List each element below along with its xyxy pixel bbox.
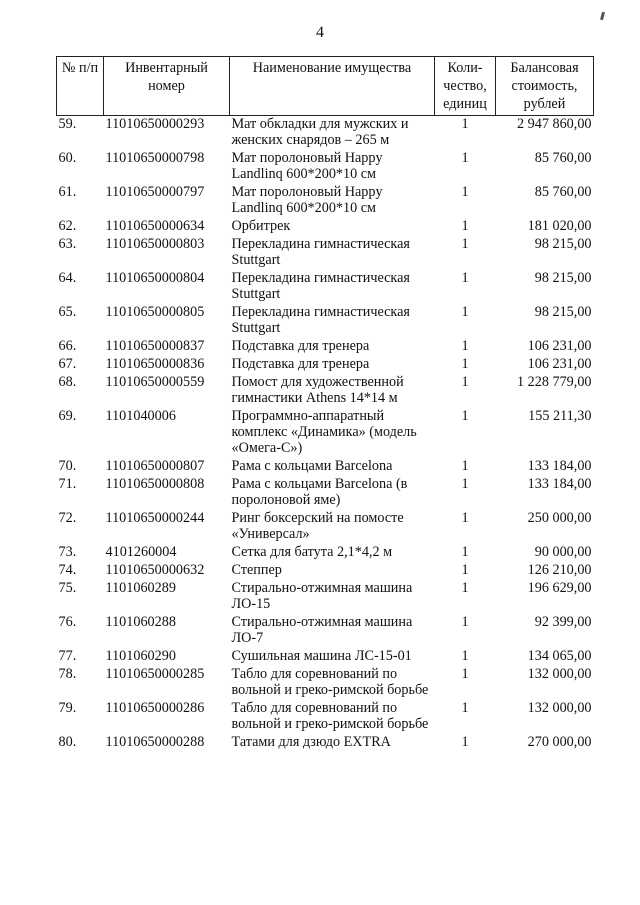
- inventory-table: [56, 56, 594, 752]
- inventory-number: 11010650000286: [105, 700, 205, 716]
- balance-cost: 132 000,00: [527, 700, 592, 716]
- property-name: Табло для соревнований по вольной и греко-римской борьбе: [231, 700, 429, 732]
- row-number: 68.: [58, 374, 77, 390]
- balance-cost: 270 000,00: [527, 734, 592, 750]
- balance-cost: 98 215,00: [534, 304, 592, 320]
- quantity: 1: [461, 218, 469, 234]
- inventory-number: 11010650000807: [105, 458, 205, 474]
- balance-cost: 98 215,00: [534, 270, 592, 286]
- balance-cost: 155 211,30: [528, 408, 592, 424]
- row-number: 67.: [58, 356, 77, 372]
- inventory-number: 11010650000293: [105, 116, 205, 132]
- table-row: [57, 458, 594, 476]
- quantity: 1: [461, 458, 469, 474]
- row-number: 80.: [58, 734, 77, 750]
- balance-cost: 85 760,00: [534, 150, 592, 166]
- inventory-number: 11010650000285: [105, 666, 205, 682]
- table-row: [57, 408, 594, 458]
- quantity: 1: [461, 510, 469, 526]
- property-name: Ринг боксерский на помосте «Универсал»: [231, 510, 404, 542]
- inventory-number: 1101060289: [105, 580, 176, 596]
- balance-cost: 92 399,00: [534, 614, 592, 630]
- property-name: Мат поролоновый Happy Landlinq 600*200*10 см: [231, 184, 383, 216]
- table-row: [57, 648, 594, 666]
- quantity: 1: [461, 648, 469, 664]
- inventory-number: 11010650000798: [105, 150, 205, 166]
- inventory-number: 1101040006: [105, 408, 176, 424]
- table-row: [57, 510, 594, 544]
- table-row: [57, 218, 594, 236]
- row-number: 60.: [58, 150, 77, 166]
- balance-cost: 196 629,00: [527, 580, 592, 596]
- property-name: Татами для дзюдо EXTRA: [231, 734, 391, 750]
- property-name: Рама с кольцами Barcelona (в поролоновой яме): [231, 476, 408, 508]
- header-inventory-number: Инвентарный номер: [104, 57, 230, 116]
- property-name: Помост для художественной гимнастики Athens 14*14 м: [231, 374, 404, 406]
- inventory-number: 11010650000797: [105, 184, 205, 200]
- table-row: [57, 544, 594, 562]
- inventory-number: 4101260004: [105, 544, 177, 560]
- row-number: 61.: [58, 184, 77, 200]
- property-name: Степпер: [231, 562, 282, 578]
- balance-cost: 106 231,00: [527, 338, 592, 354]
- table-row: [57, 562, 594, 580]
- quantity: 1: [461, 338, 469, 354]
- row-number: 62.: [58, 218, 77, 234]
- quantity: 1: [461, 476, 469, 492]
- scan-mark: [600, 12, 605, 21]
- row-number: 74.: [58, 562, 77, 578]
- quantity: 1: [461, 544, 469, 560]
- quantity: 1: [461, 734, 469, 750]
- property-name: Подставка для тренера: [231, 338, 370, 354]
- table-row: [57, 580, 594, 614]
- inventory-number: 11010650000244: [105, 510, 205, 526]
- balance-cost: 90 000,00: [534, 544, 592, 560]
- property-name: Программно-аппаратный комплекс «Динамика» (модель «Омега-С»): [231, 408, 417, 456]
- balance-cost: 181 020,00: [527, 218, 592, 234]
- balance-cost: 133 184,00: [527, 476, 592, 492]
- quantity: 1: [461, 700, 469, 716]
- row-number: 76.: [58, 614, 77, 630]
- inventory-number: 11010650000559: [105, 374, 205, 390]
- row-number: 75.: [58, 580, 77, 596]
- quantity: 1: [461, 408, 469, 424]
- property-name: Перекладина гимнастическая Stuttgart: [231, 304, 410, 336]
- balance-cost: 2 947 860,00: [517, 116, 592, 132]
- row-number: 66.: [58, 338, 77, 354]
- property-name: Перекладина гимнастическая Stuttgart: [231, 270, 410, 302]
- row-number: 65.: [58, 304, 77, 320]
- header-num: № п/п: [57, 57, 104, 116]
- row-number: 69.: [58, 408, 77, 424]
- balance-cost: 106 231,00: [527, 356, 592, 372]
- quantity: 1: [461, 184, 469, 200]
- balance-cost: 1 228 779,00: [517, 374, 592, 390]
- property-name: Рама с кольцами Barcelona: [231, 458, 393, 474]
- inventory-number: 11010650000805: [105, 304, 205, 320]
- row-number: 59.: [58, 116, 77, 132]
- quantity: 1: [461, 304, 469, 320]
- quantity: 1: [461, 562, 469, 578]
- quantity: 1: [461, 150, 469, 166]
- table-row: [57, 374, 594, 408]
- inventory-number: 1101060288: [105, 614, 176, 630]
- inventory-number: 1101060290: [105, 648, 176, 664]
- row-number: 63.: [58, 236, 77, 252]
- property-name: Перекладина гимнастическая Stuttgart: [231, 236, 410, 268]
- inventory-number: 11010650000288: [105, 734, 205, 750]
- table-row: [57, 184, 594, 218]
- balance-cost: 133 184,00: [527, 458, 592, 474]
- quantity: 1: [461, 116, 469, 132]
- balance-cost: 250 000,00: [527, 510, 592, 526]
- quantity: 1: [461, 236, 469, 252]
- table-row: [57, 304, 594, 338]
- balance-cost: 134 065,00: [527, 648, 592, 664]
- row-number: 70.: [58, 458, 77, 474]
- table-row: [57, 666, 594, 700]
- property-name: Мат поролоновый Happy Landlinq 600*200*10 см: [231, 150, 383, 182]
- row-number: 64.: [58, 270, 77, 286]
- property-name: Табло для соревнований по вольной и греко-римской борьбе: [231, 666, 429, 698]
- balance-cost: 132 000,00: [527, 666, 592, 682]
- inventory-number: 11010650000632: [105, 562, 205, 578]
- property-name: Орбитрек: [231, 218, 291, 234]
- table-row: [57, 236, 594, 270]
- row-number: 78.: [58, 666, 77, 682]
- table-row: [57, 338, 594, 356]
- inventory-number: 11010650000803: [105, 236, 205, 252]
- balance-cost: 126 210,00: [527, 562, 592, 578]
- property-name: Стирально-отжимная машина ЛО-7: [231, 614, 413, 646]
- quantity: 1: [461, 580, 469, 596]
- table-row: [57, 734, 594, 752]
- table-row: [57, 116, 594, 151]
- row-number: 71.: [58, 476, 77, 492]
- table-row: [57, 476, 594, 510]
- table-row: [57, 614, 594, 648]
- page-number: 4: [316, 24, 324, 41]
- balance-cost: 85 760,00: [534, 184, 592, 200]
- property-name: Стирально-отжимная машина ЛО-15: [231, 580, 413, 612]
- inventory-number: 11010650000837: [105, 338, 205, 354]
- property-name: Подставка для тренера: [231, 356, 370, 372]
- inventory-number: 11010650000634: [105, 218, 205, 234]
- table-header-row: [57, 57, 594, 116]
- table-row: [57, 270, 594, 304]
- header-quantity: Коли- чество, единиц: [435, 57, 496, 116]
- row-number: 73.: [58, 544, 77, 560]
- header-balance-cost: Балансовая стоимость, рублей: [496, 57, 594, 116]
- row-number: 79.: [58, 700, 77, 716]
- quantity: 1: [461, 356, 469, 372]
- table-row: [57, 356, 594, 374]
- inventory-number: 11010650000808: [105, 476, 205, 492]
- header-property-name: Наименование имущества: [230, 57, 435, 116]
- quantity: 1: [461, 374, 469, 390]
- quantity: 1: [461, 666, 469, 682]
- row-number: 72.: [58, 510, 77, 526]
- table-row: [57, 700, 594, 734]
- inventory-number: 11010650000836: [105, 356, 205, 372]
- table-row: [57, 150, 594, 184]
- row-number: 77.: [58, 648, 77, 664]
- property-name: Сетка для батута 2,1*4,2 м: [231, 544, 393, 560]
- quantity: 1: [461, 270, 469, 286]
- quantity: 1: [461, 614, 469, 630]
- balance-cost: 98 215,00: [534, 236, 592, 252]
- inventory-number: 11010650000804: [105, 270, 205, 286]
- property-name: Сушильная машина ЛС-15-01: [231, 648, 412, 664]
- property-name: Мат обкладки для мужских и женских снарядов – 265 м: [231, 116, 409, 148]
